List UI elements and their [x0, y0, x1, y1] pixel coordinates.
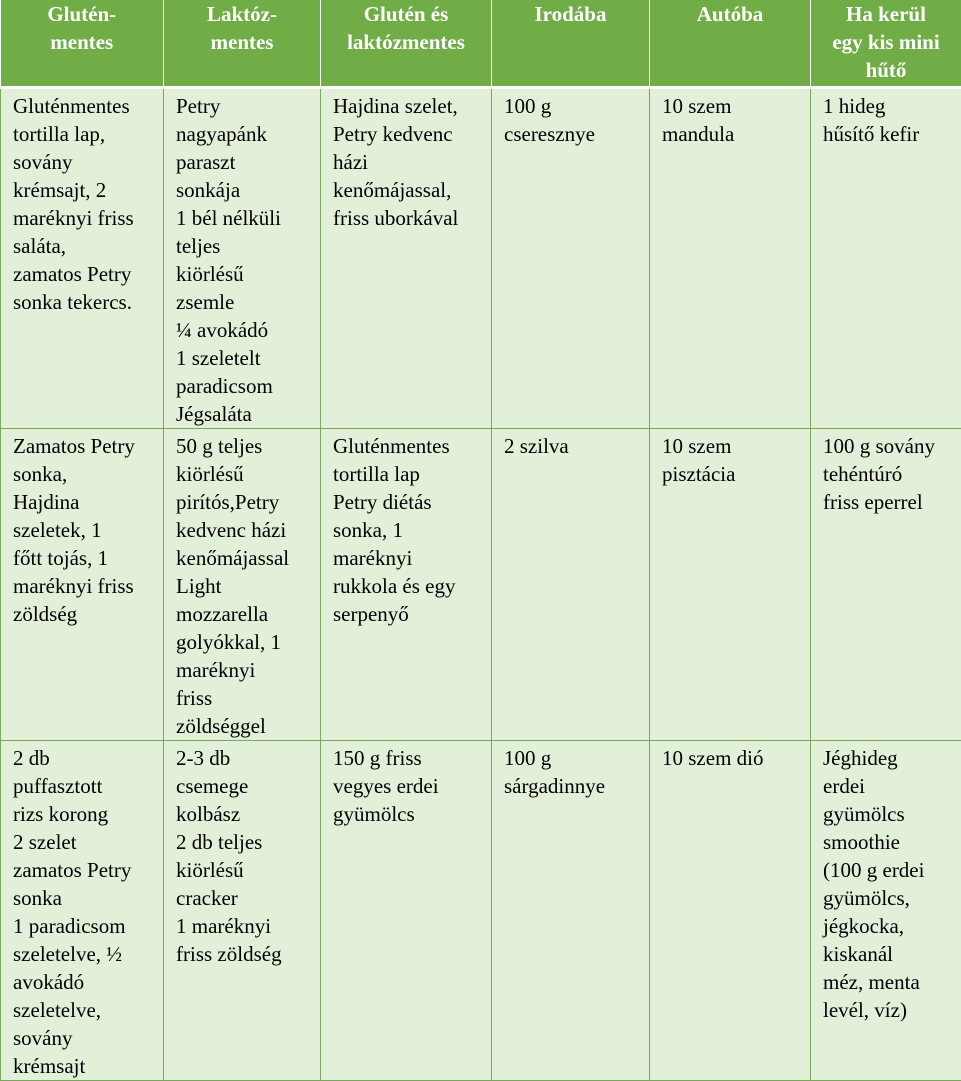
header-office: Irodába: [492, 0, 650, 88]
header-gluten-free: Glutén- mentes: [1, 0, 164, 88]
table-cell: Zamatos Petry sonka, Hajdina szeletek, 1 főtt tojás, 1 maréknyi friss zöldség: [1, 429, 164, 741]
table-cell: 2 szilva: [492, 429, 650, 741]
table-row: [1, 88, 961, 429]
table-cell: Hajdina szelet, Petry kedvenc házi kenőmájassal, friss uborkával: [321, 88, 492, 429]
header-lactose-free: Laktóz- mentes: [164, 0, 321, 88]
table-cell: 10 szem mandula: [650, 88, 811, 429]
table-cell: 100 g sovány tehéntúró friss eperrel: [811, 429, 961, 741]
table-cell: 2-3 db csemege kolbász 2 db teljes kiörlésű cracker 1 maréknyi friss zöldség: [164, 741, 321, 1081]
table-cell: 150 g friss vegyes erdei gyümölcs: [321, 741, 492, 1081]
table-cell: 10 szem pisztácia: [650, 429, 811, 741]
table-row: [1, 741, 961, 1081]
header-car: Autóba: [650, 0, 811, 88]
table-cell: 100 g sárgadinnye: [492, 741, 650, 1081]
table-cell: 100 g cseresznye: [492, 88, 650, 429]
table-cell: Gluténmentes tortilla lap Petry diétás sonka, 1 maréknyi rukkola és egy serpenyő: [321, 429, 492, 741]
header-gluten-lactose-free: Glutén és laktózmentes: [321, 0, 492, 88]
table-cell: Jéghideg erdei gyümölcs smoothie (100 g erdei gyümölcs, jégkocka, kiskanál méz, menta levél, víz): [811, 741, 961, 1081]
table-cell: Gluténmentes tortilla lap, sovány krémsajt, 2 maréknyi friss saláta, zamatos Petry sonka tekercs.: [1, 88, 164, 429]
table-cell: 50 g teljes kiörlésű pirítós,Petry kedvenc házi kenőmájassal Light mozzarella golyókkal, 1 maréknyi friss zöldséggel: [164, 429, 321, 741]
header-row: [1, 0, 961, 88]
table-cell: 10 szem dió: [650, 741, 811, 1081]
table-cell: Petry nagyapánk paraszt sonkája 1 bél nélküli teljes kiörlésű zsemle ¼ avokádó 1 szeletelt paradicsom Jégsaláta: [164, 88, 321, 429]
table-cell: 2 db puffasztott rizs korong 2 szelet zamatos Petry sonka 1 paradicsom szeletelve, ½ avokádó szeletelve, sovány krémsajt: [1, 741, 164, 1081]
table-cell: 1 hideg hűsítő kefir: [811, 88, 961, 429]
header-mini-fridge: Ha kerül egy kis mini hűtő: [811, 0, 961, 88]
table-row: [1, 429, 961, 741]
